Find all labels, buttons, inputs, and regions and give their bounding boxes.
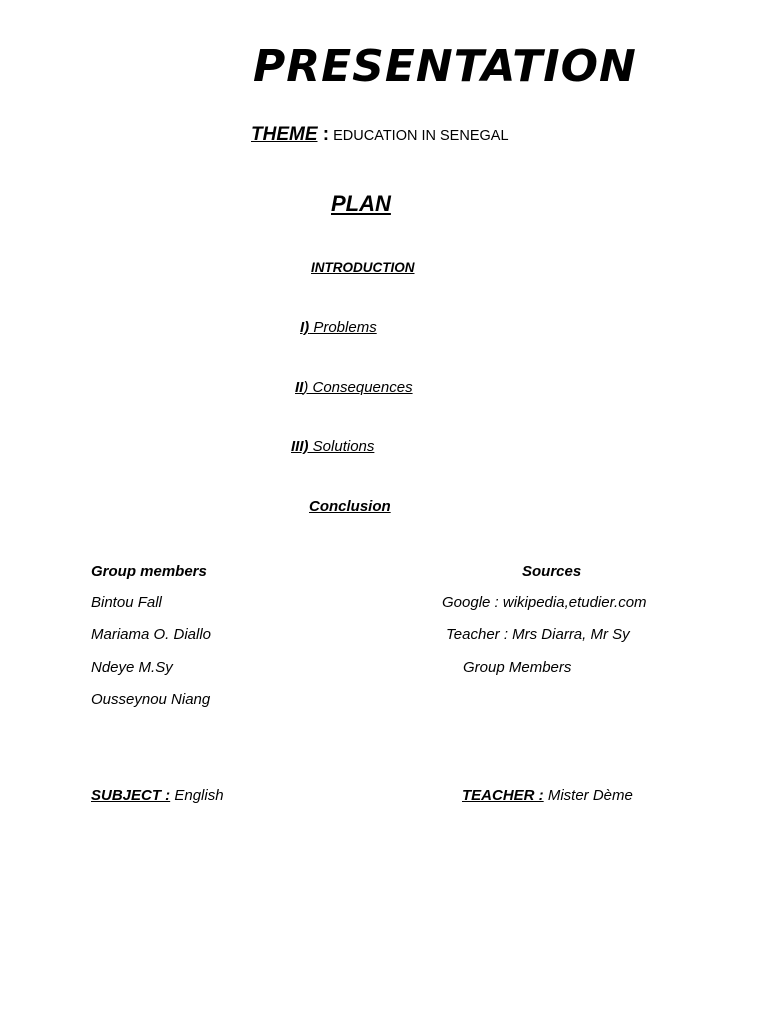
theme-line: [251, 122, 509, 149]
subject-line: [91, 785, 224, 807]
plan-item-consequences: [295, 377, 413, 399]
plan-item-text: ) Consequences: [303, 379, 413, 396]
subject-value: English: [170, 787, 224, 804]
member-name: Ousseynou Niang: [91, 691, 211, 708]
plan-title: PLAN: [331, 191, 391, 216]
sources-heading: Sources: [522, 563, 582, 580]
plan-item-numeral: II: [295, 379, 304, 396]
plan-introduction: INTRODUCTION: [311, 260, 415, 275]
theme-label: THEME: [251, 124, 318, 145]
plan-item-problems: [300, 317, 377, 339]
teacher-value: Mister Dème: [543, 787, 633, 804]
teacher-label: TEACHER :: [462, 787, 544, 804]
group-members-heading: Group members: [91, 563, 207, 580]
member-name: Bintou Fall: [91, 594, 162, 611]
plan-item-numeral: III): [291, 438, 309, 455]
plan-item-text: Problems: [309, 319, 377, 336]
source-item: Teacher : Mrs Diarra, Mr Sy: [446, 626, 630, 643]
member-name: Ndeye M.Sy: [91, 659, 173, 676]
plan-item-solutions: [291, 436, 374, 458]
theme-colon: :: [317, 124, 330, 145]
plan-conclusion: Conclusion: [309, 498, 391, 515]
member-name: Mariama O. Diallo: [91, 626, 212, 643]
theme-value: EDUCATION IN SENEGAL: [329, 128, 509, 144]
subject-label: SUBJECT :: [91, 787, 171, 804]
teacher-line: [462, 785, 633, 807]
plan-item-text: Solutions: [308, 438, 375, 455]
document-title: PRESENTATION: [253, 41, 637, 92]
plan-item-numeral: I): [300, 319, 310, 336]
source-item: Group Members: [463, 659, 572, 676]
source-item: Google : wikipedia,etudier.com: [442, 594, 647, 611]
